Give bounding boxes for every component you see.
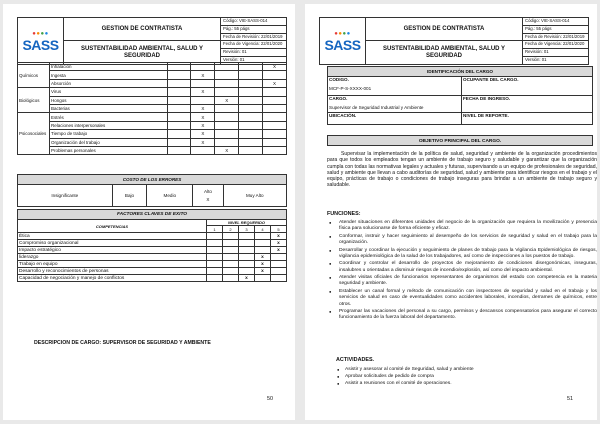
activity-item: ● Aprobar solicitudes de pedido de compra [336,373,474,380]
competency-name: Trabajo en equipo [18,261,207,268]
factor-level-cell [271,261,287,268]
risk-grid [17,62,287,155]
position-cell [328,96,462,113]
functions-list [327,220,597,323]
factor-level-cell [239,240,255,247]
function-item: ● Conformar, instruir y hacer seguimiento al desempeño de los servicios de seguridad y salud en el trabajo para la organización. [327,234,597,247]
factor-level-cell [207,275,223,282]
risk-row [18,146,287,154]
error-level-cell [112,185,147,207]
risk-level-cell [263,130,287,138]
competency-name: Capacidad de negociación y manejo de conflictos [18,275,207,282]
risk-level-cell [263,96,287,104]
factor-row [18,240,287,247]
function-item: ● Establecer un canal formal y método de comunicación con inspectores de seguridad y salud en el trabajo y los servicios de salud en caso de eventualidades como accidentes laborales, incendios, derrames de químicos, entre otros. [327,289,597,308]
report-level-cell [462,113,593,125]
risk-level-cell [215,79,239,87]
factor-level-cell [207,254,223,261]
risk-item-name: Virus [49,88,167,96]
header-meta-revision: Revisión: 01 [523,49,589,57]
risk-level-cell [167,146,191,154]
risk-category: Biológicos [18,88,50,113]
risk-item-name: Estrés [49,113,167,121]
factor-level-cell [207,247,223,254]
factor-level-cell [223,268,239,275]
page-number: 50 [267,396,273,402]
risk-level-cell [215,130,239,138]
risk-item-name: Problemas personales [49,146,167,154]
competency-name: Ética [18,233,207,240]
factor-level-cell [255,240,271,247]
factor-row [18,261,287,268]
header-meta-revision-date: Fecha de Revisión: 22/01/2019 [221,33,287,41]
risk-level-cell [215,138,239,146]
risk-item-name: Ingesta [49,71,167,79]
risk-level-cell [239,71,263,79]
header-meta-revision: Revisión: 01 [221,49,287,57]
factor-level-cell [207,240,223,247]
factor-level-cell [207,261,223,268]
function-item: ● Programar las vacaciones del personal a su cargo, permisos y descansos compensatorios para asegurar el correcto funcionamiento de la fuerza laboral del departamento. [327,309,597,322]
factor-level-cell [207,233,223,240]
level-required-header: NIVEL REQUERIDO [207,220,287,226]
factor-level-cell: x [255,254,271,261]
header-title: GESTION DE CONTRATISTA [366,18,523,41]
risk-level-cell: X [191,121,215,129]
risk-category: Psicosociales [18,113,50,155]
factor-level-cell [223,275,239,282]
risk-level-cell: X [191,104,215,112]
risk-level-cell [191,96,215,104]
factor-level-cell [271,268,287,275]
competencies-header: COMPETENCIAS [18,220,207,233]
identification-table [327,66,593,125]
header-meta-version: Versión: 01 [221,57,287,65]
factor-row [18,254,287,261]
level-number: 1 [207,226,223,233]
page-left [3,4,295,420]
factors-table [17,209,287,282]
factor-level-cell [239,247,255,254]
header-subtitle: SUSTENTABILIDAD AMBIENTAL, SALUD Y SEGURIDAD [366,41,523,65]
errors-title: COSTO DE LOS ERRORES [18,175,287,185]
risk-level-cell [167,88,191,96]
factor-level-cell [239,254,255,261]
risk-category: Químicos [18,63,50,88]
errors-table [17,174,287,207]
functions-title: FUNCIONES: [327,211,361,217]
function-item: ● Coordinar y controlar el desarrollo de proyectos de mejoramiento de condiciones disergonómicas, inseguras, insalubres u orientadas a disminuir riesgos de incendio/explosión, así como del impacto ambiental. [327,261,597,274]
factor-level-cell [255,275,271,282]
risk-row [18,79,287,87]
risk-level-cell [239,79,263,87]
sass-logo: ●●●● SASS [18,18,64,65]
risk-row [18,113,287,121]
description-heading: DESCRIPCION DE CARGO: SUPERVISOR DE SEGURIDAD Y AMBIENTE [34,340,211,346]
header-meta-validity-date: Fecha de Vigencia: 22/01/2020 [221,41,287,49]
risk-level-cell [263,88,287,96]
factor-level-cell [207,268,223,275]
risk-item-name: Organización del trabajo [49,138,167,146]
location-label: UBICACIÓN. [329,113,357,118]
risk-level-cell [167,130,191,138]
risk-item-name: Relaciones interpersonales [49,121,167,129]
risk-row [18,88,287,96]
risk-level-cell [215,71,239,79]
header-meta-code: Código: VIE-SASS-014 [523,18,589,26]
factors-title: FACTORES CLAVES DE EXITO [18,210,287,220]
risk-level-cell [167,113,191,121]
entry-date-label: FECHA DE INGRESO. [463,96,511,101]
risk-row [18,71,287,79]
risk-item-name: Bacterias [49,104,167,112]
risk-level-cell [239,121,263,129]
competency-name: liderazgo [18,254,207,261]
risk-level-cell [167,63,191,71]
risk-level-cell: X [191,88,215,96]
factor-level-cell [271,254,287,261]
factor-level-cell: x [255,261,271,268]
risk-level-cell [263,146,287,154]
factors-title-row [18,210,287,220]
error-level-label: Insignificante [51,193,79,198]
risk-level-cell [215,63,239,71]
factor-level-cell [223,233,239,240]
risk-item-name: Inhalación [49,63,167,71]
risk-level-cell: X [191,71,215,79]
header-subtitle: SUSTENTABILIDAD AMBIENTAL, SALUD Y SEGURIDAD [64,41,221,65]
code-value: MCF-P-S-XXXX-001 [329,86,372,91]
risk-level-cell [167,104,191,112]
logo-people-icon: ●●●● [32,30,49,37]
code-label: CODIGO. [329,77,349,82]
factors-subheader-row [18,220,287,226]
objective-text: Supervisar la implementación de la política de salud, seguridad y ambiente de la organización procedimientos para que todos los empleados tengan un ambiente de trabajo seguro y saludable y garantizar que la organización cumpla con todas las normativas legales y actuales y futuras, supervisando a un equipo de profesionales de seguridad, salud y ambiente que llevan a cabo auditorías de seguridad, salud y ambiente para identificar riesgos en el trabajo y el equipo, prácticas de trabajo o condiciones de trabajo inseguras para brindar a un ambiente de trabajo seguro y saludable. [327,151,597,189]
factor-level-cell: x [271,233,287,240]
factor-level-cell [255,247,271,254]
page-header [17,17,287,65]
factor-level-cell [239,233,255,240]
factor-level-cell: x [271,247,287,254]
risk-level-cell: X [191,113,215,121]
risk-level-cell [239,88,263,96]
activity-item: ● Asistir y asesorar al comité de Seguridad, salud y ambiente [336,366,474,373]
factor-level-cell: x [255,268,271,275]
header-meta-validity-date: Fecha de Vigencia: 22/01/2020 [523,41,589,49]
risk-level-cell [239,63,263,71]
error-level-cell [147,185,193,207]
factor-row [18,268,287,275]
error-level-label: Bajo [124,193,135,198]
risk-level-cell [263,121,287,129]
risk-row [18,121,287,129]
error-level-label: Muy Alto [245,193,264,198]
location-cell [328,113,462,125]
page-number: 51 [567,396,573,402]
entry-date-cell [462,96,593,113]
risk-level-cell [263,138,287,146]
risk-level-cell [263,113,287,121]
header-title: GESTION DE CONTRATISTA [64,18,221,41]
error-level-cell [18,185,113,207]
risk-level-cell [239,138,263,146]
risk-level-cell [191,79,215,87]
factor-level-cell [223,254,239,261]
risk-level-cell [215,88,239,96]
factor-level-cell [223,240,239,247]
risk-level-cell [239,130,263,138]
risk-level-cell: X [215,96,239,104]
risk-level-cell [239,113,263,121]
identification-title: IDENTIFICACIÓN DEL CARGO [328,67,593,77]
header-meta-pages: Pág.: 55 págs [523,25,589,33]
error-level-cell [193,185,223,207]
level-number: 4 [255,226,271,233]
occupant-label: OCUPANTE DEL CARGO. [463,77,519,82]
risk-row [18,96,287,104]
occupant-cell [462,77,593,96]
risk-level-cell [215,113,239,121]
factor-row [18,247,287,254]
function-item: ● Atender situaciones en diferentes unidades del negocio de la organización que requiera la movilización y presencia física para solucionarse de forma eficiente y eficaz. [327,220,597,233]
risk-level-cell [167,138,191,146]
risk-level-cell [191,63,215,71]
risk-item-name: Hongos [49,96,167,104]
factor-level-cell [239,268,255,275]
error-level-mark: X [206,197,210,202]
logo-people-icon: ●●●● [334,30,351,37]
page-right [305,4,597,420]
activities-list [336,366,474,387]
risk-row [18,138,287,146]
risk-level-cell [263,104,287,112]
position-label: CARGO. [329,96,348,101]
risk-level-cell: X [263,79,287,87]
risk-level-cell [215,121,239,129]
level-number: 2 [223,226,239,233]
risk-row [18,63,287,71]
risk-level-cell [167,71,191,79]
factor-level-cell [239,261,255,268]
error-level-cell [223,185,286,207]
position-value: Supervisor de Seguridad Industrial y Ambiente [329,105,424,110]
level-number: 5 [271,226,287,233]
risk-level-cell [239,104,263,112]
competency-name: Desarrollo y reconocimientos de personas [18,268,207,275]
objective-title: OBJETIVO PRINCIPAL DEL CARGO. [327,135,593,146]
header-meta-pages: Pág.: 55 págs [221,25,287,33]
function-item: ● Atender visitas oficiales de funcionarios representantes de organismos del estado con competencia en la materia seguridad y ambiente. [327,275,597,288]
factor-row [18,275,287,282]
risk-level-cell [167,79,191,87]
risk-row [18,104,287,112]
factor-level-cell: x [239,275,255,282]
error-level-label: Medio [163,193,177,198]
error-level-label: Alto [203,189,212,194]
page-header [319,17,589,65]
risk-item-name: Tiempo de trabajo [49,130,167,138]
risk-level-cell [263,71,287,79]
code-cell [328,77,462,96]
function-item: ● Desarrollar y coordinar la ejecución y seguimiento de planes de trabajo para la Vigilancia Epidemiológica de riesgos, vigilancia epidemiológica de la salud de los trabajadores, así como de inspecciones a los puestos de trabajo. [327,248,597,261]
factor-level-cell [223,247,239,254]
risk-row [18,130,287,138]
risk-level-cell: X [191,138,215,146]
header-meta-revision-date: Fecha de Revisión: 22/01/2019 [523,33,589,41]
factor-level-cell [255,233,271,240]
risk-level-cell [215,104,239,112]
factor-level-cell [271,275,287,282]
risk-item-name: Absorción [49,79,167,87]
risk-level-cell [239,96,263,104]
factor-level-cell: x [271,240,287,247]
risk-level-cell: X [263,63,287,71]
risk-level-cell [191,146,215,154]
factor-row [18,233,287,240]
risk-table [17,62,287,155]
activity-item: ● Asistir a reuniones con el comité de operaciones. [336,380,474,387]
risk-level-cell [167,121,191,129]
risk-level-cell: X [215,146,239,154]
risk-level-cell [167,96,191,104]
risk-level-cell: X [191,130,215,138]
factor-level-cell [223,261,239,268]
activities-title: ACTIVIDADES. [336,357,375,363]
report-level-label: NIVEL DE REPORTE. [463,113,509,118]
header-meta-version: Versión: 01 [523,57,589,65]
competency-name: Impacto estratégico [18,247,207,254]
level-number: 3 [239,226,255,233]
header-meta-code: Código: VIE-SASS-014 [221,18,287,26]
risk-level-cell [239,146,263,154]
competency-name: Compromiso organizacional [18,240,207,247]
sass-logo: ●●●● SASS [320,18,366,65]
